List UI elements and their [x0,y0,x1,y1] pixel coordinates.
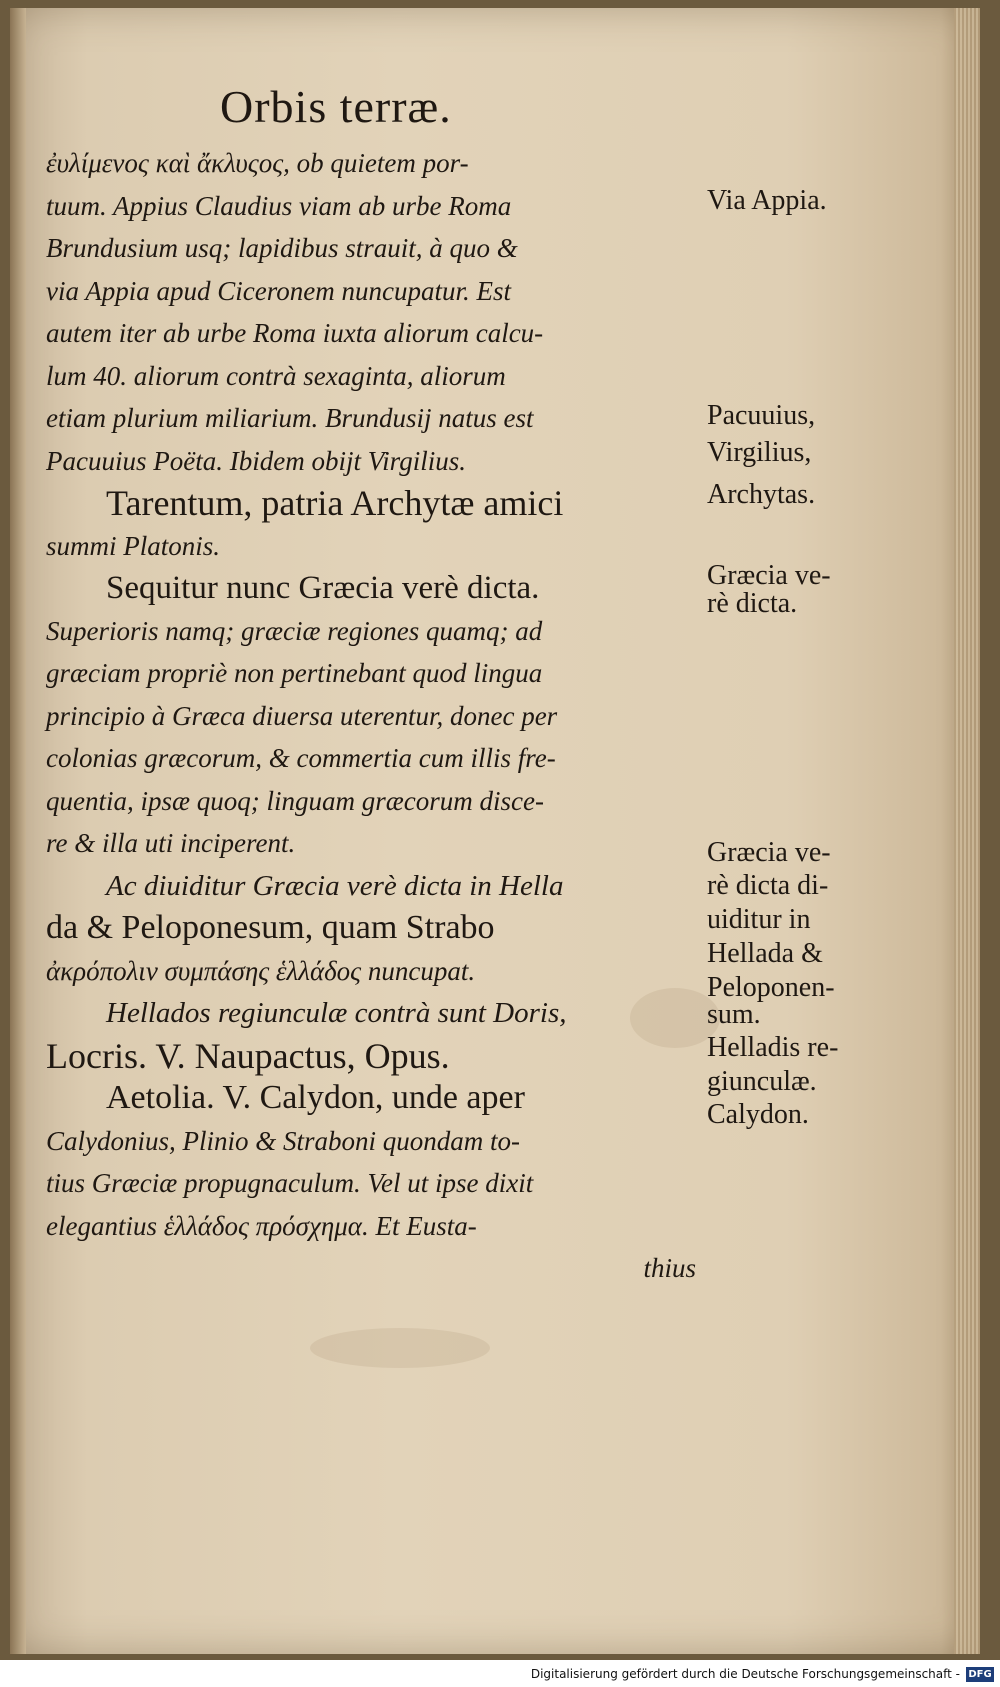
text-line: Hellados regiunculæ contrà sunt Doris, [106,997,567,1029]
margin-note: Græcia ve- [707,560,831,591]
text-line: quentia, ipsæ quoq; linguam græcorum disce- [46,785,544,816]
margin-note: Via Appia. [707,185,827,216]
page-gutter [10,8,26,1654]
margin-note: Græcia ve- [707,837,831,868]
text-line: ἐυλίμενος καὶ ἄκλυςος, ob quietem por- [46,148,469,178]
text-line: græciam propriè non pertinebant quod lingua [46,658,543,688]
margin-note: Helladis re- [707,1032,839,1063]
book-page [10,8,980,1654]
text-line: elegantius ἑλλάδος πρόσχημα. Et Eusta- [46,1210,477,1241]
page-edge [954,8,980,1654]
text-line: Ac diuiditur Græcia verè dicta in Hella [106,869,564,902]
margin-note: Hellada & [707,938,823,969]
text-line: summi Platonis. [46,530,221,561]
text-line: ἀκρόπολιν συμπάσης ἑλλάδος nuncupat. [46,955,476,986]
footer-bar [0,1664,1000,1687]
text-line: principio à Græca diuersa uterentur, donec per [46,700,558,731]
text-line: Aetolia. V. Calydon, unde aper [106,1079,525,1116]
footer-credit: Digitalisierung gefördert durch die Deutsche Forschungsgemeinschaft - [530,1667,960,1681]
text-line: Brundusium usq; lapidibus strauit, à quo & [46,233,518,263]
margin-note: giunculæ. [707,1066,817,1097]
text-line: autem iter ab urbe Roma iuxta aliorum calcu- [46,318,544,348]
margin-note: sum. [707,999,761,1030]
text-line: lum 40. aliorum contrà sexaginta, aliorum [46,360,506,391]
margin-note: rè dicta di- [707,870,829,901]
text-line: re & illa uti inciperent. [46,828,296,858]
catchword: thius [643,1253,696,1283]
margin-note: rè dicta. [707,588,798,619]
text-line: Superioris namq; græciæ regiones quamq; ad [46,615,543,646]
text-line: Calydonius, Plinio & Straboni quondam to- [46,1125,521,1156]
text-line: tuum. Appius Claudius viam ab urbe Roma [46,190,512,221]
margin-note: Virgilius, [707,437,812,468]
running-head: Orbis terræ. [220,81,452,132]
body-text [46,142,696,1290]
text-line: via Appia apud Ciceronem nuncupatur. Est [46,275,511,306]
text-line: Tarentum, patria Archytæ amici [106,483,564,523]
text-line: tius Græciæ propugnaculum. Vel ut ipse dixit [46,1168,534,1198]
margin-note: Peloponen- [707,972,835,1003]
text-line: da & Peloponesum, quam Strabo [46,909,495,946]
margin-note: Archytas. [707,479,816,510]
margin-note: Pacuuius, [707,400,816,431]
text-line: Locris. V. Naupactus, Opus. [46,1035,450,1076]
paper-stain [310,1328,490,1368]
dfg-logo: DFG [966,1667,994,1682]
margin-note: Calydon. [707,1099,809,1130]
margin-note: uiditur in [707,904,811,935]
text-line: etiam plurium miliarium. Brundusij natus est [46,403,534,433]
text-line: Sequitur nunc Græcia verè dicta. [106,570,540,606]
text-line: Pacuuius Poëta. Ibidem obijt Virgilius. [46,445,466,476]
text-line: colonias græcorum, & commertia cum illis fre- [46,743,556,773]
